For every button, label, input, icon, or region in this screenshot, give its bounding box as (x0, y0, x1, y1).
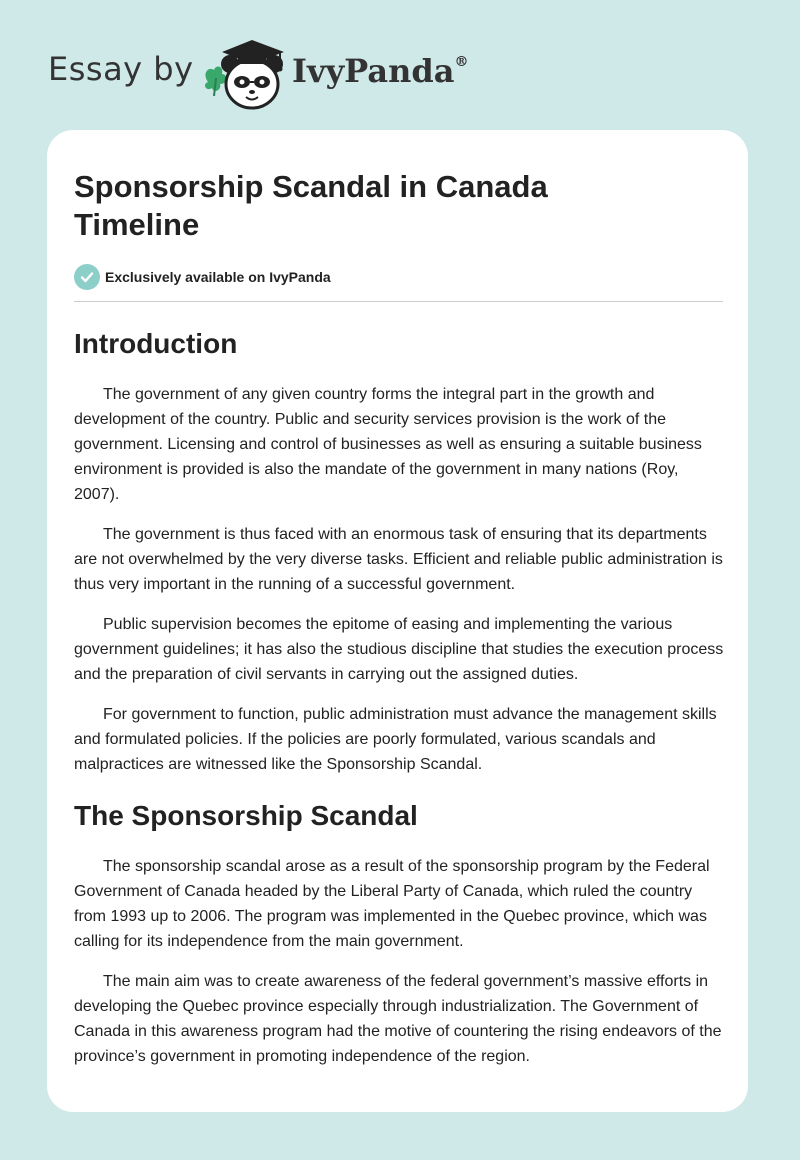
paragraph: The main aim was to create awareness of the federal government’s massive efforts in developing the Quebec province especially through industrialization. The Government of Canada in this awareness program had the motive of countering the rising endeavors of the province’s government in promoting independence of the region. (74, 973, 722, 1065)
site-header (0, 0, 800, 130)
essay-content (74, 168, 724, 1084)
exclusive-badge (74, 264, 724, 290)
paragraph: The government is thus faced with an enormous task of ensuring that its departments are not overwhelmed by the very diverse tasks. Efficient and reliable public administration is thus very important in the running of a successful government. (74, 526, 723, 593)
brand-label: IvyPanda (292, 52, 455, 90)
title-line-1: Sponsorship Scandal in Canada (74, 169, 548, 204)
exclusive-label: Exclusively available on IvyPanda (105, 269, 331, 285)
essay-by-label: Essay by (48, 50, 194, 88)
paragraph: Public supervision becomes the epitome of easing and implementing the various government guidelines; it has also the studious discipline that studies the execution process and the preparation of civil servants in carrying out the assigned duties. (74, 616, 724, 683)
brand-name[interactable] (292, 52, 468, 90)
registered-mark: ® (454, 54, 469, 71)
checkmark-icon (80, 270, 94, 284)
paragraph: For government to function, public administration must advance the management skills and formulated policies. If the policies are poorly formulated, various scandals and malpractices are witnessed like the Sponsorship Scandal. (74, 706, 717, 773)
title-line-2: Timeline (74, 207, 200, 242)
page-title (74, 168, 724, 244)
panda-logo-icon (200, 34, 292, 110)
paragraph: The sponsorship scandal arose as a result of the sponsorship program by the Federal Government of Canada headed by the Liberal Party of Canada, which ruled the country from 1993 up to 2006. The program was implemented in the Quebec province, which was calling for its independence from the main government. (74, 858, 710, 950)
paragraph: The government of any given country forms the integral part in the growth and development of the country. Public and security services provision is the work of the government. Licensing and control of businesses as well as ensuring a suitable business environment is provided is also the mandate of the government in many nations (Roy, 2007). (74, 386, 702, 503)
section-heading-introduction: Introduction (74, 328, 238, 359)
check-circle-icon (74, 264, 100, 290)
essay-card (47, 130, 748, 1112)
section-heading-sponsorship-scandal: The Sponsorship Scandal (74, 800, 418, 831)
title-divider (74, 301, 723, 302)
